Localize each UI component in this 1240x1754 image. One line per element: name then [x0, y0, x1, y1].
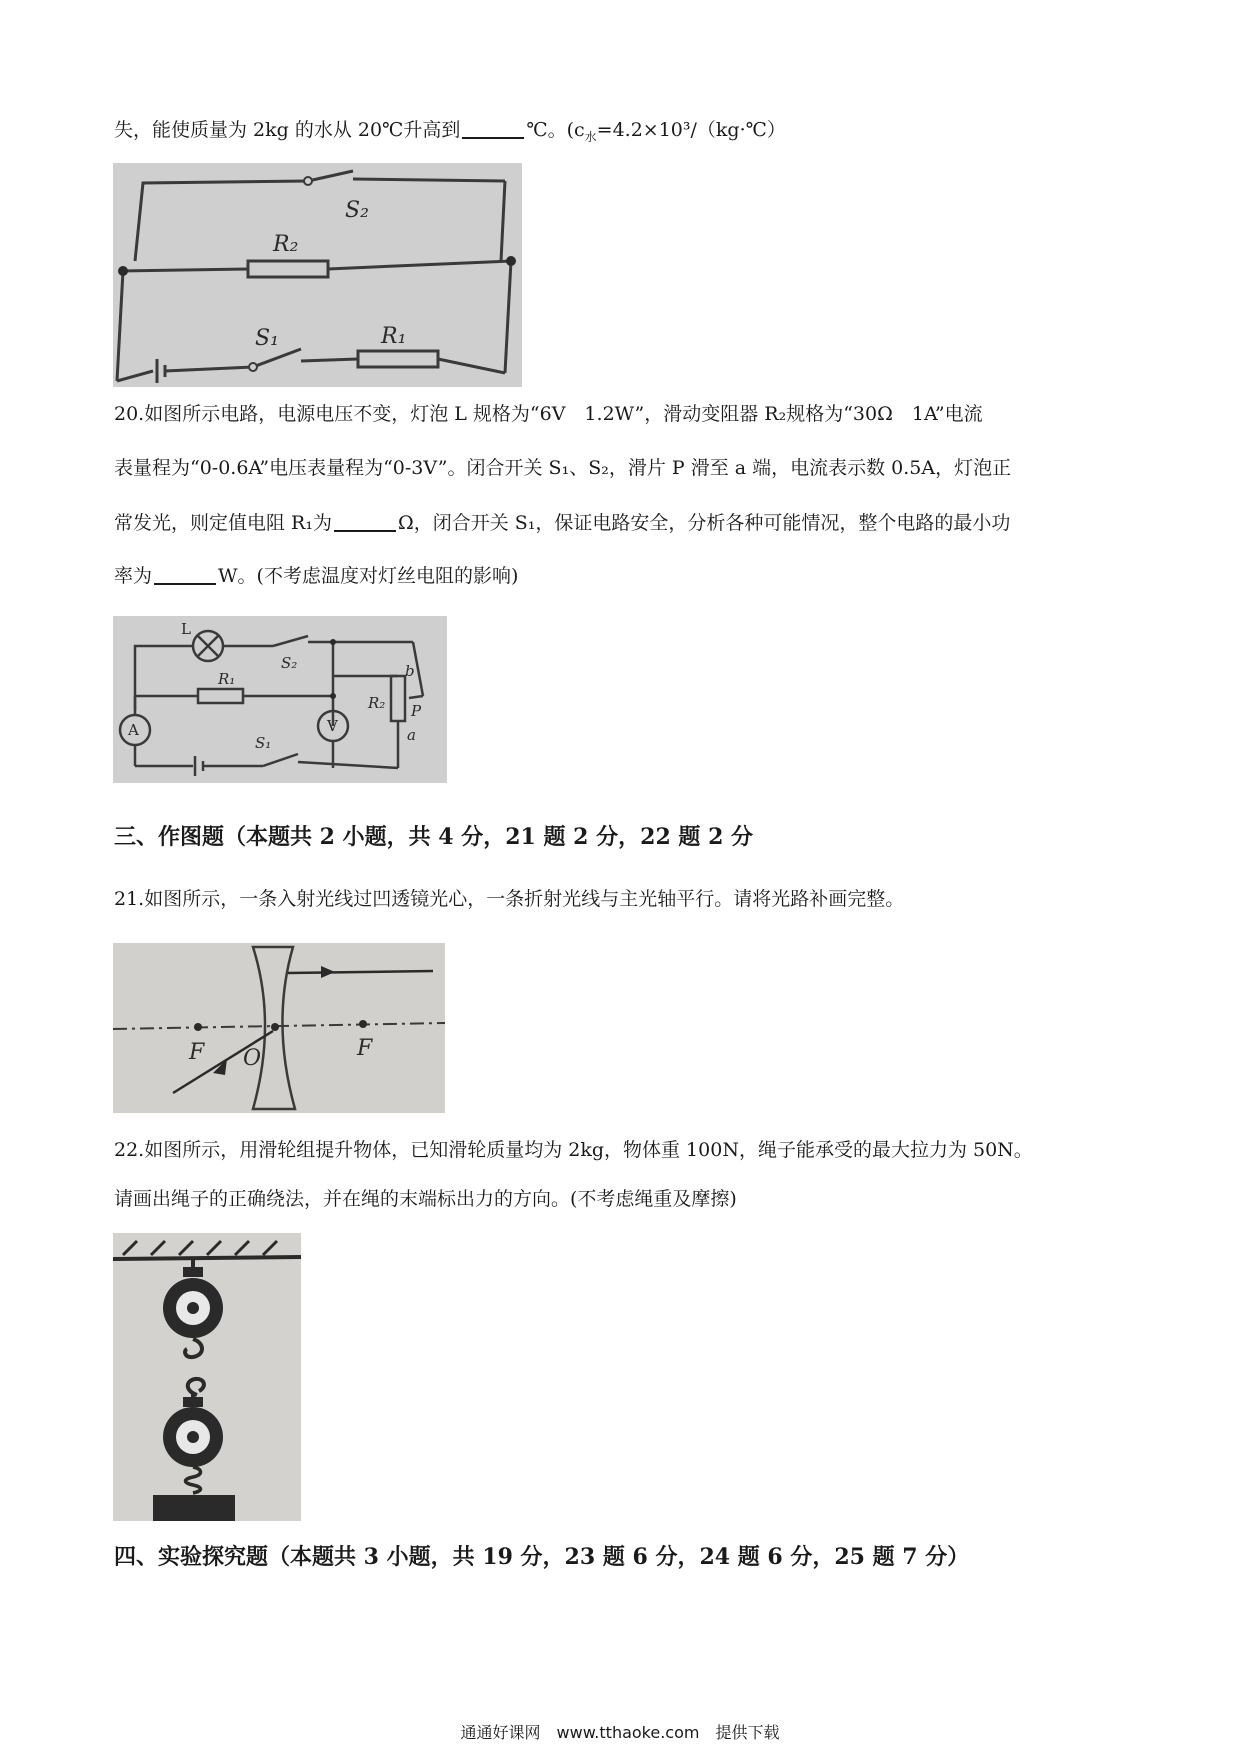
answer-blank [154, 565, 216, 585]
answer-blank [334, 512, 396, 532]
q19-sub: 水 [584, 129, 597, 144]
label-r2: R₂ [368, 694, 386, 712]
q22-line2: 请画出绳子的正确绕法，并在绳的末端标出力的方向。(不考虑绳重及摩擦) [114, 1188, 737, 1210]
label-s2: S₂ [281, 654, 298, 672]
label-s1: S₁ [255, 734, 272, 752]
label-s2: S₂ [345, 198, 369, 223]
label-p: P [411, 702, 422, 720]
q20-line1: 20.如图所示电路，电源电压不变，灯泡 L 规格为“6V 1.2W”，滑动变阻器 R₂规格为“30Ω 1A”电流 [114, 403, 983, 425]
q20-line4 [114, 562, 518, 590]
q20-line2: 表量程为“0-0.6A”电压表量程为“0-3V”。闭合开关 S₁、S₂，滑片 P 滑至 a 端，电流表示数 0.5A，灯泡正 [114, 457, 1012, 479]
page-footer: 通通好课网 www.tthaoke.com 提供下载 [460, 1723, 780, 1742]
q19-tail-line [114, 116, 786, 151]
q20-line3b: Ω，闭合开关 S₁，保证电路安全，分析各种可能情况，整个电路的最小功 [397, 512, 1011, 534]
label-a: a [407, 726, 416, 744]
q20-line3 [114, 509, 1010, 537]
q20-line4b: W。(不考虑温度对灯丝电阻的影响) [218, 565, 519, 587]
section-4-heading: 四、实验探究题（本题共 3 小题，共 19 分，23 题 6 分，24 题 6 分，25 题 7 分） [114, 1544, 970, 1570]
label-r1: R₁ [381, 324, 407, 349]
label-l: L [181, 620, 191, 638]
q19-text-b: ℃。(c [526, 119, 585, 141]
q20-line4a: 率为 [114, 565, 153, 587]
label-r1: R₁ [218, 670, 236, 688]
q20-line3a: 常发光，则定值电阻 R₁为 [114, 512, 332, 534]
q22-line1: 22.如图所示，用滑轮组提升物体，已知滑轮质量均为 2kg，物体重 100N，绳子能承受的最大拉力为 50N。 [114, 1139, 1033, 1161]
label-b: b [405, 662, 415, 680]
circuit-diagram-19 [113, 163, 522, 387]
q21-line1: 21.如图所示，一条入射光线过凹透镜光心，一条折射光线与主光轴平行。请将光路补画完整。 [114, 888, 905, 910]
label-f-right: F [357, 1036, 373, 1061]
q19-text-c: =4.2×10³/（kg·℃） [596, 119, 786, 141]
circuit-figure-19 [113, 163, 522, 387]
lens-figure-21 [113, 943, 445, 1113]
label-s1: S₁ [255, 326, 279, 351]
label-f-left: F [189, 1040, 205, 1065]
answer-blank [462, 119, 524, 139]
label-voltmeter: V [327, 717, 338, 735]
lens-diagram-21 [113, 943, 445, 1113]
q19-text-a: 失，能使质量为 2kg 的水从 20℃升高到 [114, 119, 461, 141]
label-ammeter: A [128, 721, 139, 739]
pulley-figure-22 [113, 1233, 301, 1521]
circuit-diagram-20 [113, 616, 447, 783]
circuit-figure-20 [113, 616, 447, 783]
section-3-heading: 三、作图题（本题共 2 小题，共 4 分，21 题 2 分，22 题 2 分 [114, 824, 754, 850]
label-o: O [243, 1046, 262, 1071]
pulley-diagram-22 [113, 1233, 301, 1521]
label-r2: R₂ [273, 232, 299, 257]
